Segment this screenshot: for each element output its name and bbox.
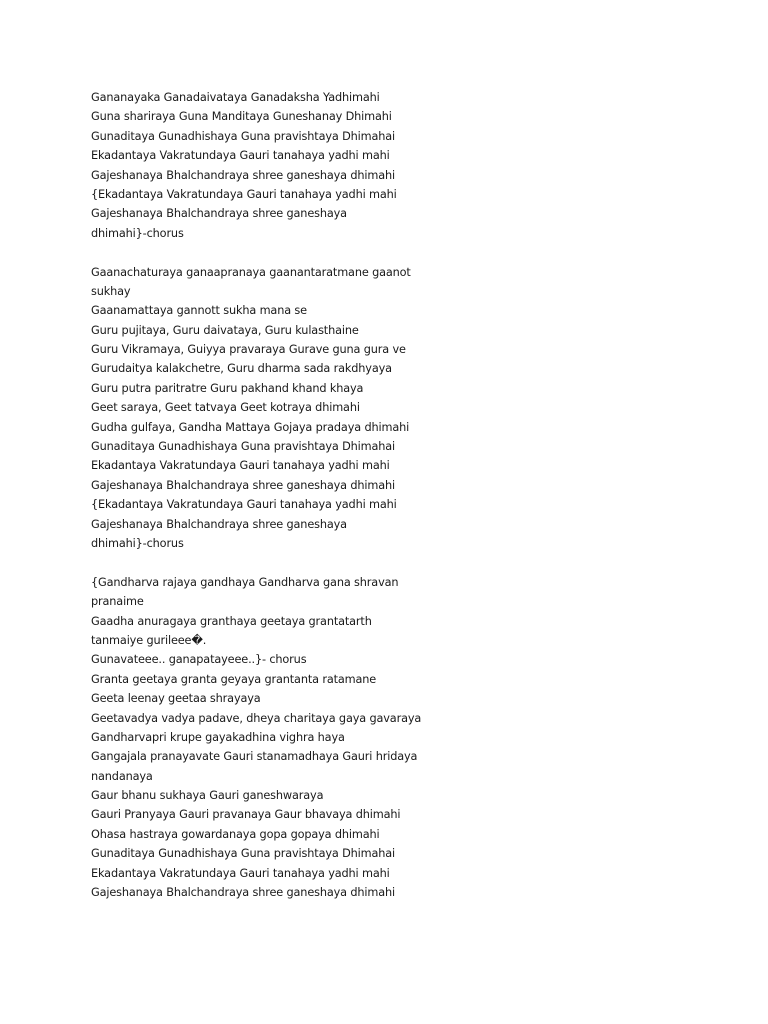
lyric-line: pranaime — [91, 595, 144, 609]
lyric-line: Gandharvapri krupe gayakadhina vighra haya — [91, 730, 345, 744]
lyric-line: Gajeshanaya Bhalchandraya shree ganeshaya — [91, 207, 347, 221]
lyric-line: Ekadantaya Vakratundaya Gauri tanahaya yadhi mahi — [91, 866, 390, 880]
lyric-line: Ekadantaya Vakratundaya Gauri tanahaya yadhi mahi — [91, 459, 390, 473]
lyric-line: Geeta leenay geetaa shrayaya — [91, 692, 261, 706]
lyric-line: tanmaiye gurileee�. — [91, 633, 207, 647]
lyric-line: Gajeshanaya Bhalchandraya shree ganeshaya — [91, 517, 347, 531]
lyric-line: dhimahi}-chorus — [91, 536, 184, 550]
lyric-line: {Ekadantaya Vakratundaya Gauri tanahaya yadhi mahi — [91, 187, 397, 201]
lyric-line: Guru pujitaya, Guru daivataya, Guru kulasthaine — [91, 323, 359, 337]
stanza — [91, 573, 431, 903]
lyric-line: {Ekadantaya Vakratundaya Gauri tanahaya yadhi mahi — [91, 498, 397, 512]
lyric-line: nandanaya — [91, 769, 153, 783]
lyric-line: Gaanachaturaya ganaapranaya gaanantaratmane gaanot — [91, 265, 411, 279]
stanza — [91, 263, 431, 554]
lyric-line: Gunaditaya Gunadhishaya Guna pravishtaya Dhimahai — [91, 129, 396, 143]
lyric-line: Guru putra paritratre Guru pakhand khand khaya — [91, 381, 364, 395]
lyric-line: Gaadha anuragaya granthaya geetaya grantatarth — [91, 614, 372, 628]
lyric-line: Geet saraya, Geet tatvaya Geet kotraya dhimahi — [91, 401, 360, 415]
lyric-line: Geetavadya vadya padave, dheya charitaya gaya gavaraya — [91, 711, 422, 725]
lyric-line: Gaanamattaya gannott sukha mana se — [91, 304, 307, 318]
lyric-line: Ohasa hastraya gowardanaya gopa gopaya dhimahi — [91, 827, 380, 841]
lyric-line: Gurudaitya kalakchetre, Guru dharma sada rakdhyaya — [91, 362, 392, 376]
stanza — [91, 88, 431, 243]
lyric-line: sukhay — [91, 284, 131, 298]
lyric-line: Gudha gulfaya, Gandha Mattaya Gojaya pradaya dhimahi — [91, 420, 410, 434]
lyric-line: Gananayaka Ganadaivataya Ganadaksha Yadhimahi — [91, 91, 380, 104]
lyric-line: dhimahi}-chorus — [91, 226, 184, 240]
lyric-line: Gangajala pranayavate Gauri stanamadhaya Gauri hridaya — [91, 750, 418, 764]
lyric-line: Granta geetaya granta geyaya grantanta ratamane — [91, 672, 377, 686]
lyric-line: Gauri Pranyaya Gauri pravanaya Gaur bhavaya dhimahi — [91, 808, 401, 822]
lyric-line: Gajeshanaya Bhalchandraya shree ganeshaya dhimahi — [91, 168, 396, 182]
lyric-line: Gajeshanaya Bhalchandraya shree ganeshaya dhimahi — [91, 478, 396, 492]
lyric-line: Gunaditaya Gunadhishaya Guna pravishtaya Dhimahai — [91, 440, 396, 454]
lyric-line: Ekadantaya Vakratundaya Gauri tanahaya yadhi mahi — [91, 149, 390, 163]
lyric-line: Guna shariraya Guna Manditaya Guneshanay Dhimahi — [91, 110, 392, 124]
lyric-line: Gajeshanaya Bhalchandraya shree ganeshaya dhimahi — [91, 886, 396, 900]
lyric-line: Gunavateee.. ganapatayeee..}- chorus — [91, 653, 307, 667]
lyric-line: {Gandharva rajaya gandhaya Gandharva gana shravan — [91, 575, 399, 589]
lyric-line: Gaur bhanu sukhaya Gauri ganeshwaraya — [91, 789, 324, 803]
lyrics-text — [91, 88, 431, 922]
lyric-line: Guru Vikramaya, Guiyya pravaraya Gurave guna gura ve — [91, 343, 406, 357]
lyric-line: Gunaditaya Gunadhishaya Guna pravishtaya Dhimahai — [91, 847, 396, 861]
